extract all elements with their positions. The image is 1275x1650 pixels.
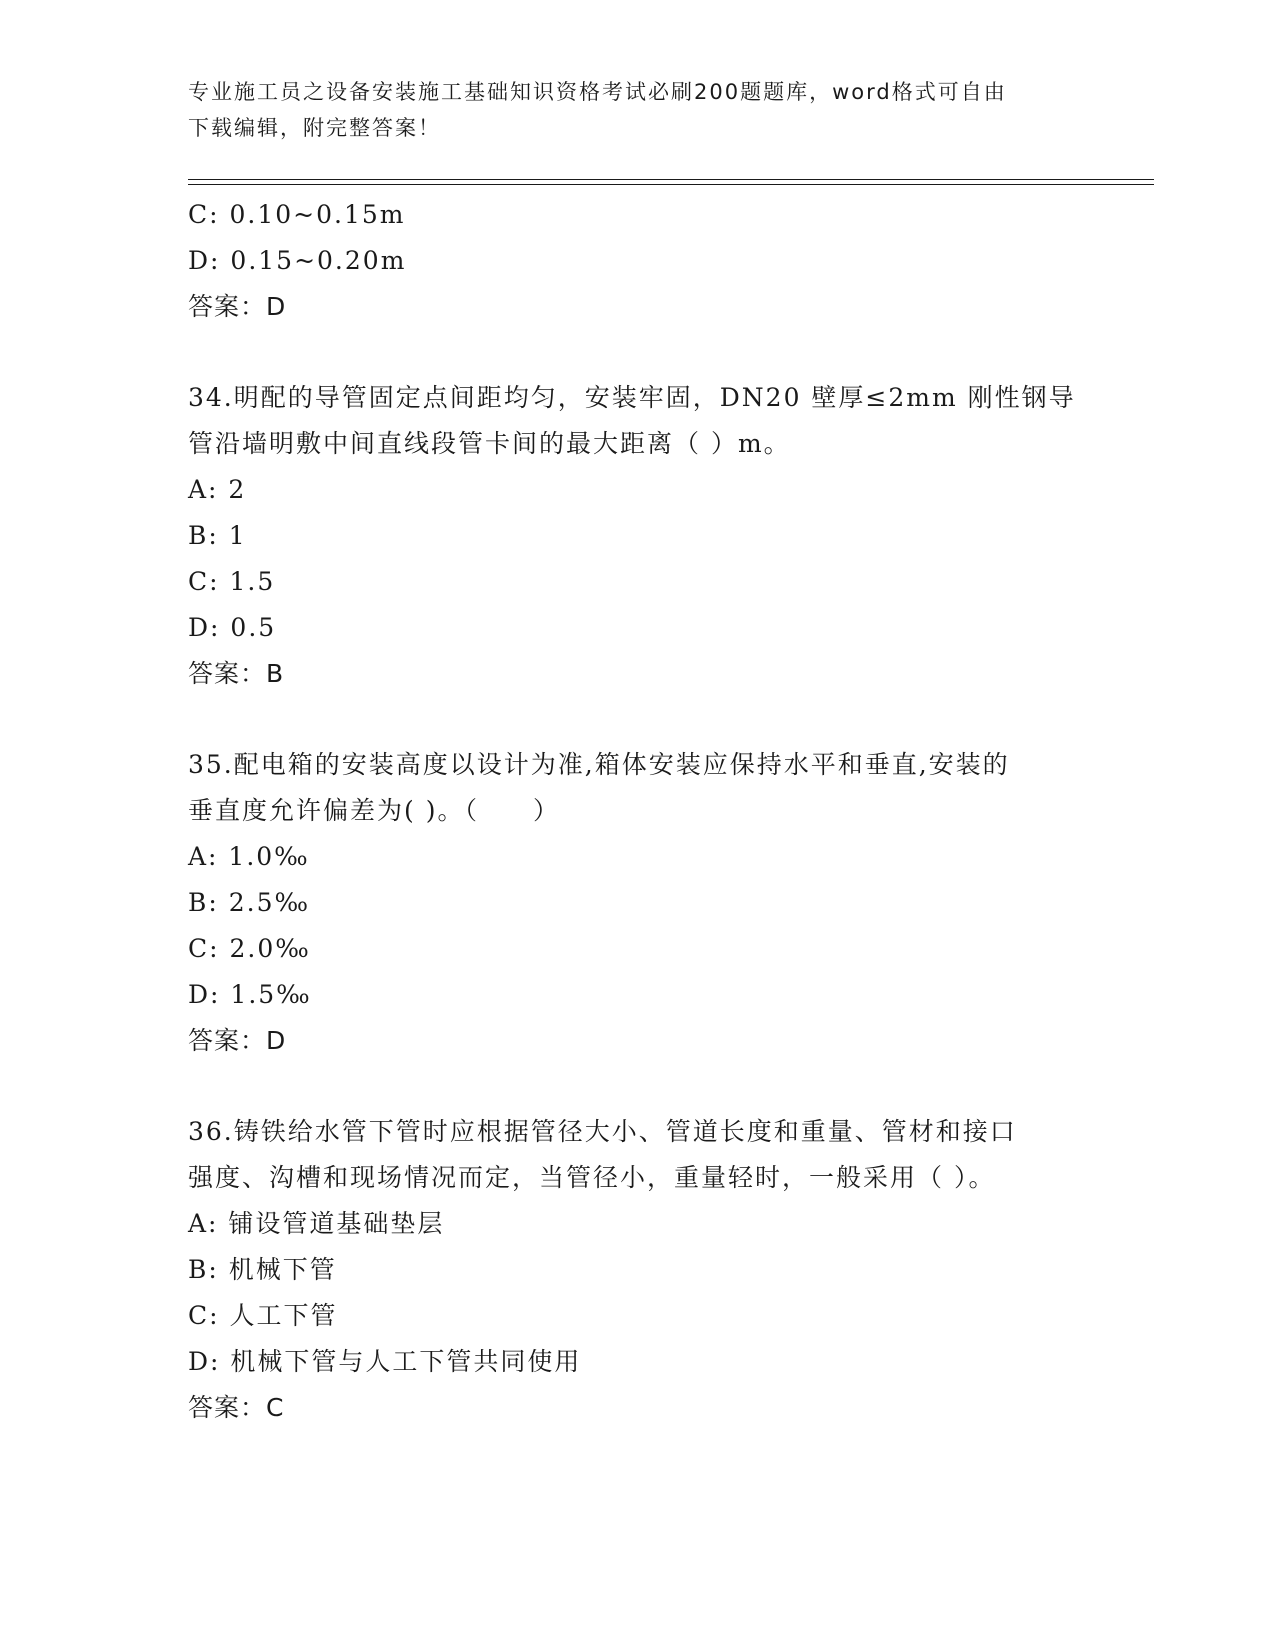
option-b: B: 1	[188, 521, 247, 550]
option-c: C: 1.5	[188, 567, 276, 596]
option-a: A: 1.0‰	[188, 842, 310, 871]
answer-label: 答案：C	[188, 1393, 285, 1422]
option-d: D: 0.15~0.20m	[188, 246, 407, 275]
question-stem-line-1: 35.配电箱的安装高度以设计为准,箱体安装应保持水平和垂直,安装的	[188, 750, 1010, 779]
question-list	[188, 192, 1088, 1431]
answer-label: 答案：D	[188, 1026, 287, 1055]
question-36	[188, 1109, 1088, 1431]
option-c: C: 0.10~0.15m	[188, 200, 406, 229]
question-stem-line-1: 36.铸铁给水管下管时应根据管径大小、管道长度和重量、管材和接口	[188, 1117, 1017, 1146]
question-33	[188, 192, 1088, 330]
question-stem-line-2: 强度、沟槽和现场情况而定，当管径小，重量轻时，一般采用（ ）。	[188, 1163, 996, 1192]
option-c: C: 2.0‰	[188, 934, 311, 963]
option-d: D: 机械下管与人工下管共同使用	[188, 1347, 582, 1376]
header-title-line-2: 下载编辑，附完整答案！	[188, 116, 441, 140]
question-spacer	[188, 697, 1088, 742]
question-stem-line-2: 垂直度允许偏差为( )。（ ）	[188, 796, 560, 825]
question-35	[188, 742, 1088, 1064]
question-34	[188, 375, 1088, 697]
document-header	[188, 74, 1088, 146]
question-spacer	[188, 330, 1088, 375]
answer-label: 答案：B	[188, 659, 285, 688]
header-title-line-1: 专业施工员之设备安装施工基础知识资格考试必刷200题题库，word格式可自由	[188, 80, 1007, 104]
option-d: D: 1.5‰	[188, 980, 312, 1009]
header-divider-bottom	[188, 184, 1154, 185]
option-a: A: 铺设管道基础垫层	[188, 1209, 445, 1238]
option-b: B: 2.5‰	[188, 888, 311, 917]
option-d: D: 0.5	[188, 613, 277, 642]
option-b: B: 机械下管	[188, 1255, 337, 1284]
option-a: A: 2	[188, 475, 247, 504]
question-stem-line-1: 34.明配的导管固定点间距均匀，安装牢固，DN20 壁厚≤2mm 刚性钢导	[188, 383, 1076, 412]
question-spacer	[188, 1064, 1088, 1109]
question-stem-line-2: 管沿墙明敷中间直线段管卡间的最大距离（ ）m。	[188, 429, 791, 458]
header-divider-top	[188, 179, 1154, 180]
answer-label: 答案：D	[188, 292, 287, 321]
option-c: C: 人工下管	[188, 1301, 338, 1330]
